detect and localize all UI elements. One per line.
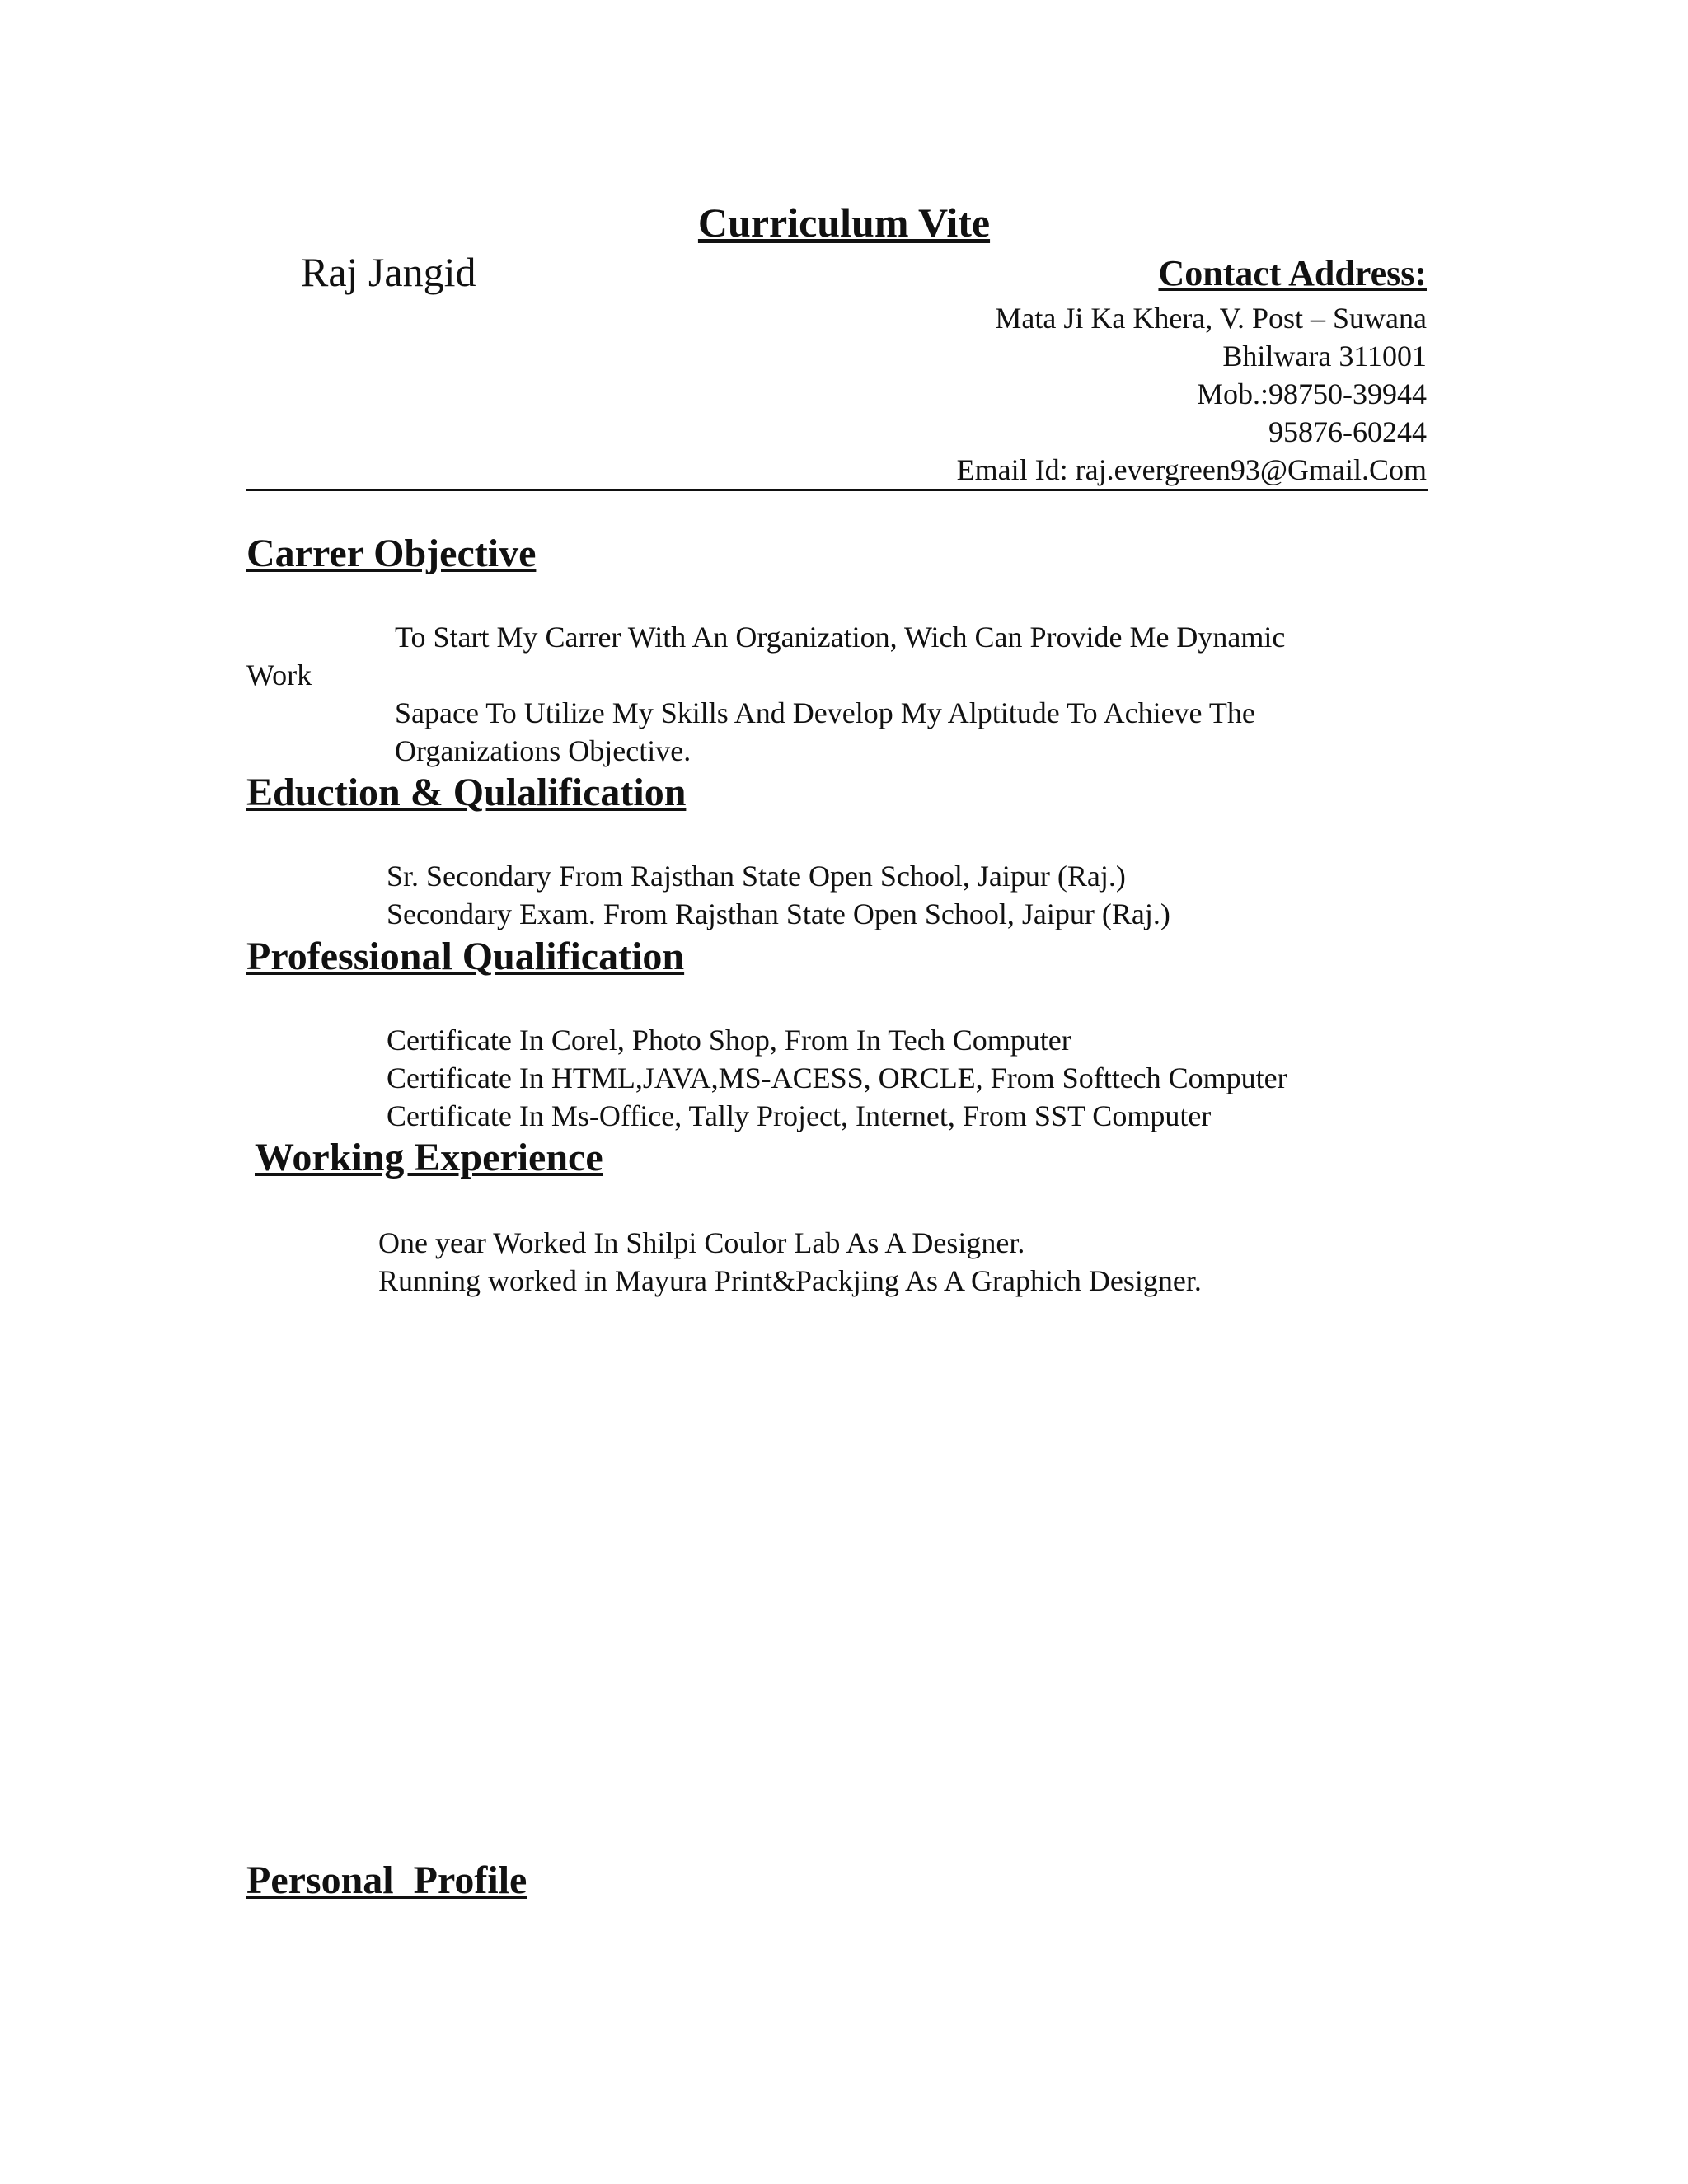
experience-item: One year Worked In Shilpi Coulor Lab As A Designer.	[378, 1226, 1025, 1259]
contact-city-line: Bhilwara 311001	[1222, 340, 1427, 373]
career-objective-line: To Start My Carrer With An Organization, Wich Can Provide Me Dynamic	[395, 621, 1286, 654]
contact-heading: Contact Address:	[1158, 253, 1427, 293]
contact-mobile-line: Mob.:98750-39944	[1197, 377, 1427, 410]
contact-address-line: Mata Ji Ka Khera, V. Post – Suwana	[995, 302, 1427, 335]
personal-profile-heading: Personal Profile	[246, 1858, 528, 1902]
education-item: Secondary Exam. From Rajsthan State Open School, Jaipur (Raj.)	[387, 898, 1170, 930]
education-heading: Eduction & Qulalification	[246, 771, 687, 814]
header-divider	[246, 489, 1428, 491]
career-objective-line: Sapace To Utilize My Skills And Develop My Alptitude To Achieve The	[395, 696, 1255, 729]
candidate-name: Raj Jangid	[301, 249, 476, 295]
professional-heading: Professional Qualification	[246, 935, 685, 978]
experience-item: Running worked in Mayura Print&Packjing As A Graphich Designer.	[378, 1264, 1202, 1297]
professional-item: Certificate In Ms-Office, Tally Project, Internet, From SST Computer	[387, 1099, 1212, 1132]
contact-block	[957, 251, 1427, 489]
document-title: Curriculum Vite	[697, 199, 991, 246]
contact-email-line: Email Id: raj.evergreen93@Gmail.Com	[956, 453, 1427, 486]
career-objective-wrap: Work	[246, 658, 312, 691]
professional-item: Certificate In Corel, Photo Shop, From In Tech Computer	[387, 1024, 1071, 1057]
contact-mobile-alt-line: 95876-60244	[1268, 415, 1427, 448]
professional-item: Certificate In HTML,JAVA,MS-ACESS, ORCLE, From Softtech Computer	[387, 1062, 1287, 1094]
experience-heading: Working Experience	[255, 1136, 603, 1179]
education-item: Sr. Secondary From Rajsthan State Open School, Jaipur (Raj.)	[387, 860, 1126, 893]
career-objective-heading: Carrer Objective	[246, 532, 537, 575]
career-objective-line: Organizations Objective.	[395, 734, 692, 767]
